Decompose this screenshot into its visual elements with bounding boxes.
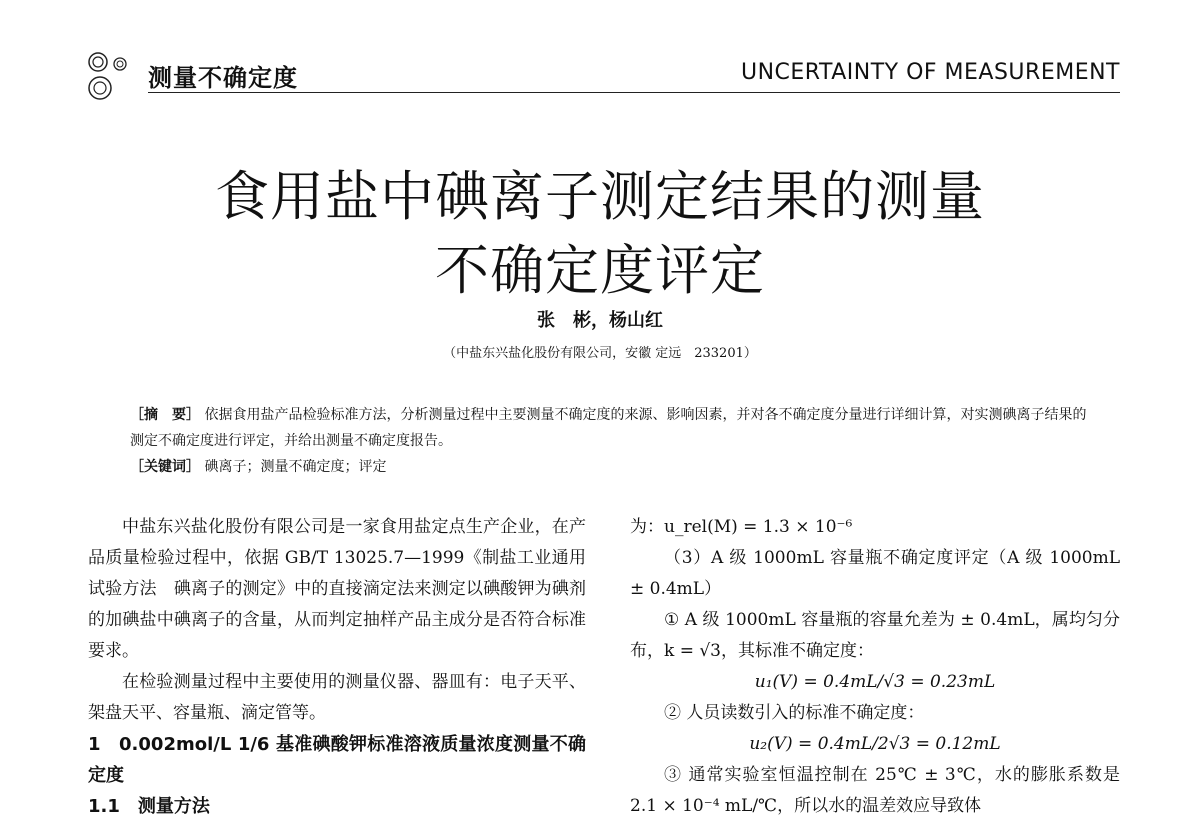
article-title xyxy=(0,160,1200,308)
paragraph-intro: 中盐东兴盐化股份有限公司是一家食用盐定点生产企业，在产品质量检验过程中，依据 GB/T 13025.7—1999《制盐工业通用试验方法 碘离子的测定》中的直接滴定法来测定以碘酸钾为碘剂的加碘盐中碘离子的含量，从而判定抽样产品主成分是否符合标准要求。 xyxy=(88,517,586,661)
abstract-block xyxy=(130,402,1090,480)
keywords-label: ［关键词］ xyxy=(130,459,200,475)
right-column xyxy=(630,512,1120,822)
equation-u2: u₂(V) = 0.4mL/2√3 = 0.12mL xyxy=(749,734,1001,754)
paragraph-reading: ② 人员读数引入的标准不确定度： xyxy=(664,703,925,723)
title-line-2: 不确定度评定 xyxy=(435,239,765,302)
journal-section-title: 测量不确定度 xyxy=(148,64,298,92)
paragraph-instruments: 在检验测量过程中主要使用的测量仪器、器皿有：电子天平、架盘天平、容量瓶、滴定管等。 xyxy=(88,672,586,723)
paragraph-tolerance: ① A 级 1000mL 容量瓶的容量允差为 ± 0.4mL，属均匀分布，k = √3，其标准不确定度： xyxy=(630,610,1120,661)
header-rule xyxy=(148,92,1120,93)
formula-line: 为：u_rel(M) = 1.3 × 10⁻⁶ xyxy=(630,517,853,537)
abstract xyxy=(130,402,1090,454)
abstract-label: ［摘 要］ xyxy=(130,407,200,423)
section-heading-1: 1 0.002mol/L 1/6 基准碘酸钾标准溶液质量浓度测量不确定度 xyxy=(88,734,586,786)
journal-section-title-en: UNCERTAINTY OF MEASUREMENT xyxy=(740,60,1120,85)
section-heading-1-1: 1.1 测量方法 xyxy=(88,796,210,817)
running-header xyxy=(84,48,1120,103)
title-line-1: 食用盐中碘离子测定结果的测量 xyxy=(215,165,985,228)
affiliation: （中盐东兴盐化股份有限公司，安徽 定远 233201） xyxy=(443,346,757,361)
authors: 张 彬，杨山红 xyxy=(537,310,663,331)
paragraph-temperature: ③ 通常实验室恒温控制在 25℃ ± 3℃，水的膨胀系数是 2.1 × 10⁻⁴ mL/℃，所以水的温差效应导致体 xyxy=(630,765,1120,816)
paragraph-flask: （3）A 级 1000mL 容量瓶不确定度评定（A 级 1000mL ± 0.4mL） xyxy=(630,548,1120,599)
keywords-text: 碘离子；测量不确定度；评定 xyxy=(204,459,387,475)
journal-logo-icon xyxy=(84,48,144,103)
keywords xyxy=(130,454,1090,480)
equation-u1: u₁(V) = 0.4mL/√3 = 0.23mL xyxy=(754,672,996,692)
abstract-text: 依据食用盐产品检验标准方法，分析测量过程中主要测量不确定度的来源、影响因素，并对各不确定度分量进行详细计算，对实测碘离子结果的测定不确定度进行评定，并给出测量不确定度报告。 xyxy=(130,407,1087,449)
left-column xyxy=(88,512,586,822)
